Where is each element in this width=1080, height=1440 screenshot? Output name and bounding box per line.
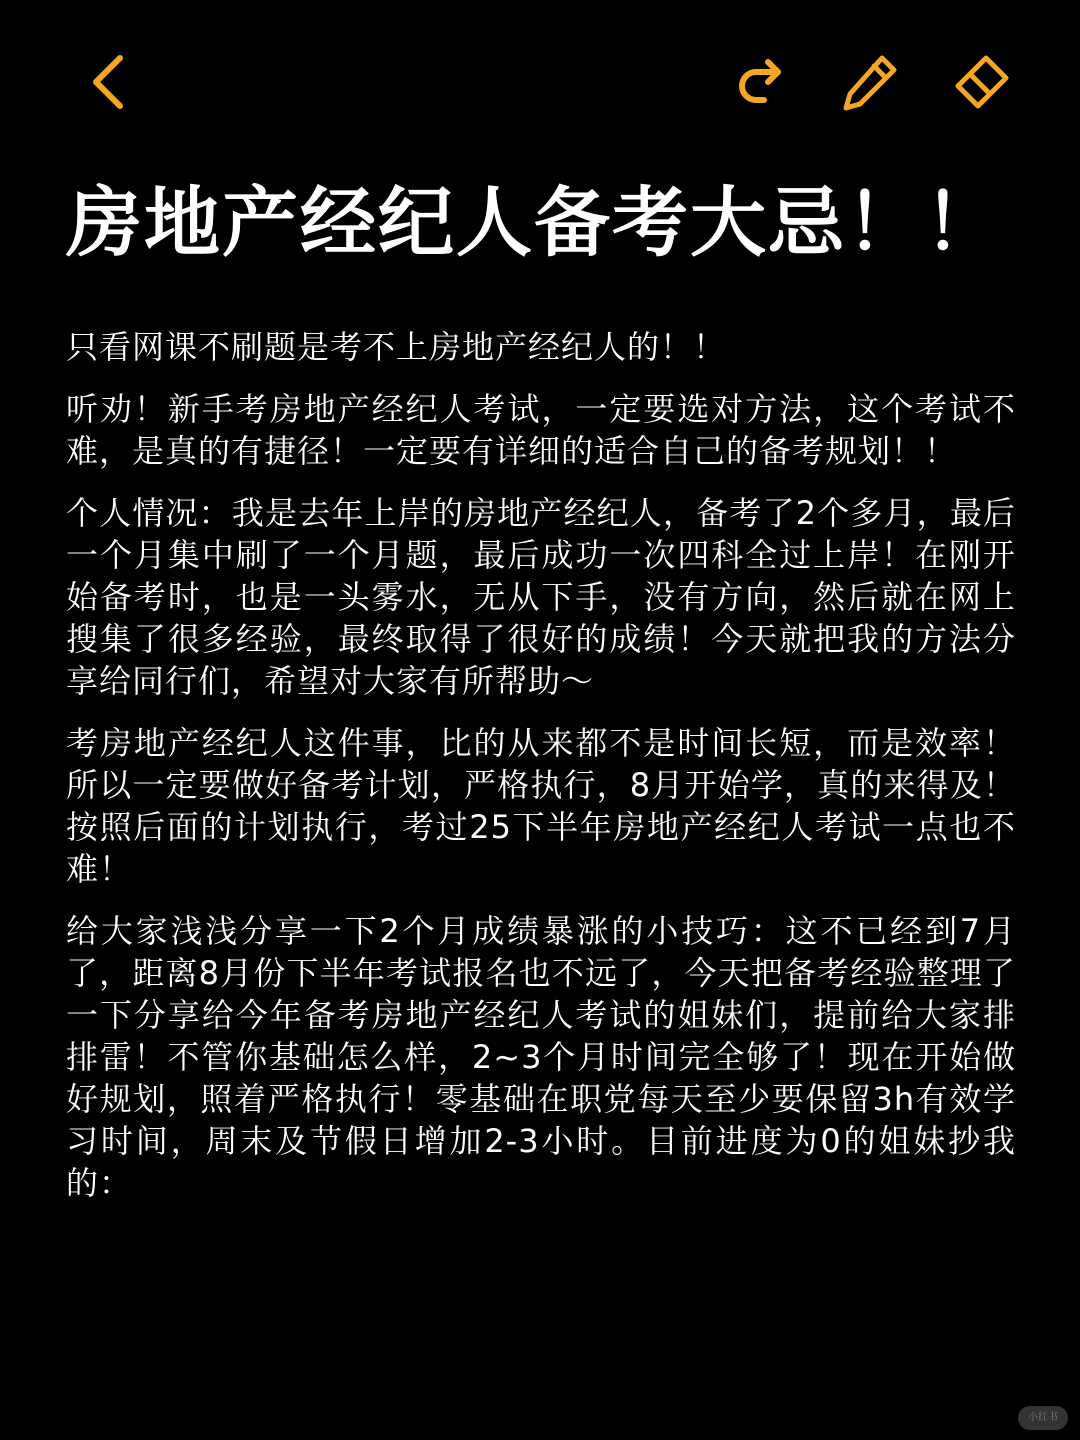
- note-paragraph: 个人情况：我是去年上岸的房地产经纪人，备考了2个多月，最后一个月集中刷了一个月题，最后成功一次四科全过上岸！在刚开始备考时，也是一头雾水，无从下手，没有方向，然后就在网上搜集了很多经验，最终取得了很好的成绩！今天就把我的方法分享给同行们，希望对大家有所帮助～: [66, 494, 1016, 700]
- watermark-logo: 小红书: [1018, 1406, 1068, 1430]
- eraser-icon: [948, 50, 1012, 114]
- redo-icon: [730, 50, 794, 114]
- note-paragraph: 考房地产经纪人这件事，比的从来都不是时间长短，而是效率！所以一定要做好备考计划，严格执行，8月开始学，真的来得及！按照后面的计划执行，考过25下半年房地产经纪人考试一点也不难！: [66, 724, 1016, 888]
- chevron-left-icon: [76, 50, 140, 114]
- note-paragraph: 给大家浅浅分享一下2个月成绩暴涨的小技巧：这不已经到7月了，距离8月份下半年考试报名也不远了，今天把备考经验整理了一下分享给今年备考房地产经纪人考试的姐妹们，提前给大家排排雷！不管你基础怎么样，2~3个月时间完全够了！现在开始做好规划，照着严格执行！零基础在职党每天至少要保留3h有效学习时间，周末及节假日增加2-3小时。目前进度为0的姐妹抄我的：: [66, 912, 1016, 1202]
- eraser-button[interactable]: [948, 50, 1012, 114]
- pencil-icon: [838, 50, 902, 114]
- note-toolbar: [0, 0, 1080, 160]
- note-body[interactable]: [66, 326, 1016, 1224]
- note-paragraph: 听劝！新手考房地产经纪人考试，一定要选对方法，这个考试不难，是真的有捷径！一定要有详细的适合自己的备考规划！！: [66, 390, 1016, 470]
- pencil-button[interactable]: [838, 50, 902, 114]
- back-button[interactable]: [76, 50, 140, 114]
- note-paragraph: 只看网课不刷题是考不上房地产经纪人的！！: [66, 328, 727, 366]
- note-title[interactable]: 房地产经纪人备考大忌！！: [66, 178, 1002, 267]
- redo-button[interactable]: [730, 50, 794, 114]
